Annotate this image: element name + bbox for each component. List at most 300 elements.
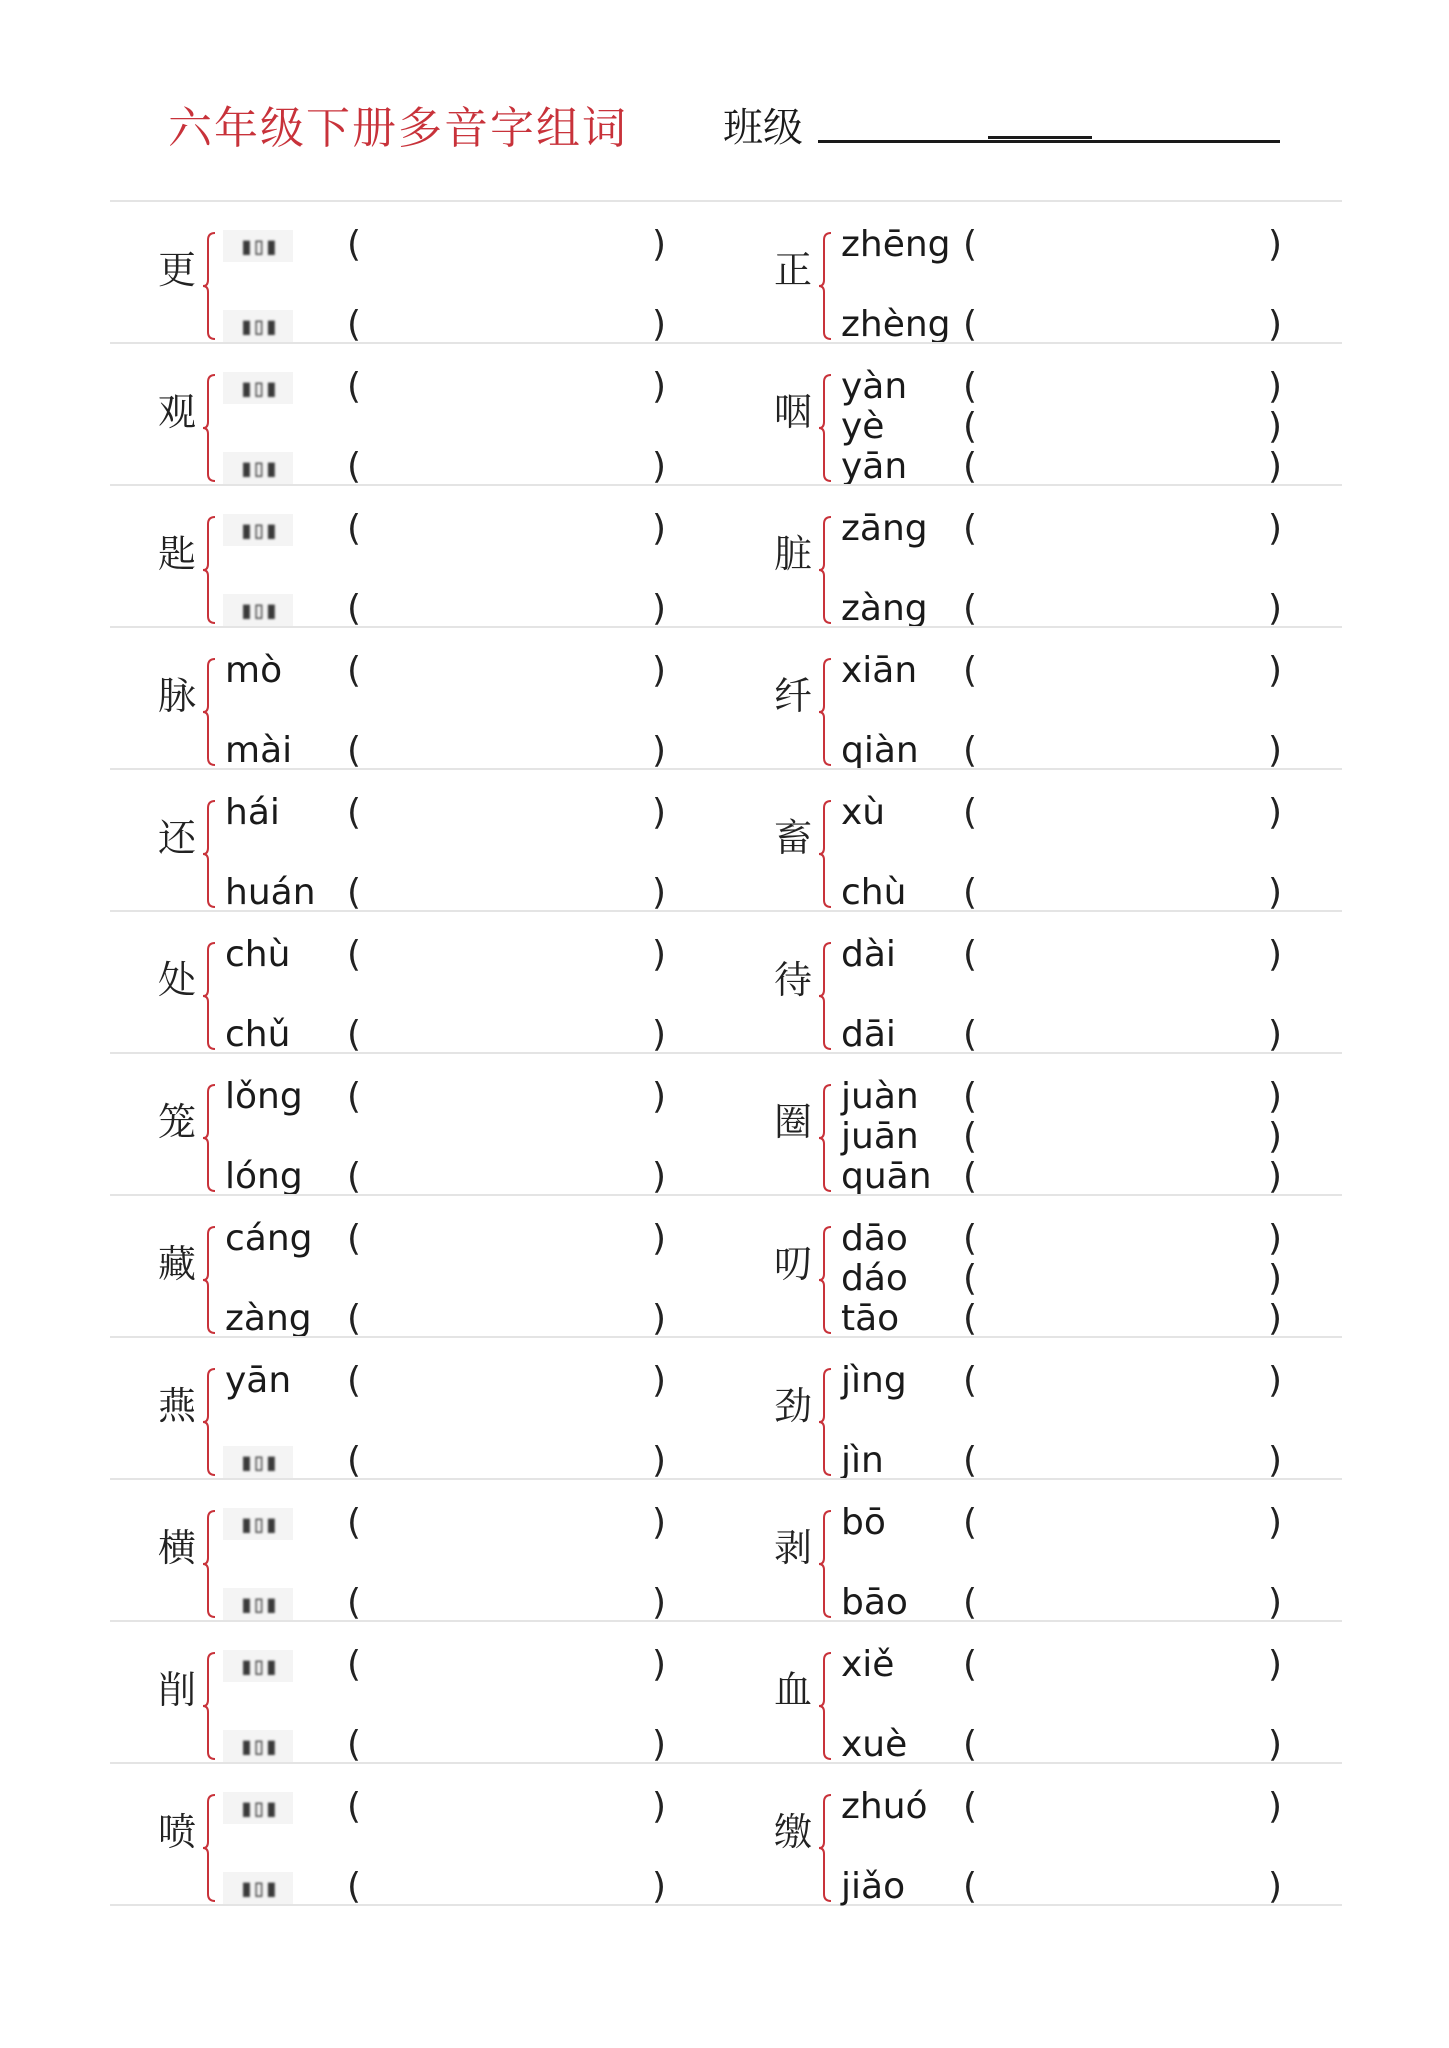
brace-bracket	[202, 516, 218, 624]
answer-paren-open: (	[963, 406, 978, 447]
class-label: 班级	[723, 105, 803, 151]
entry-left	[110, 1338, 730, 1481]
brace-bracket	[202, 1226, 218, 1334]
pinyin-reading: chǔ	[225, 1014, 291, 1055]
answer-paren-open: (	[347, 1866, 362, 1907]
answer-paren-open: (	[347, 1298, 362, 1339]
entry-left	[110, 1480, 730, 1623]
answer-paren-close: )	[1268, 366, 1283, 407]
pinyin-reading: bō	[841, 1502, 886, 1543]
answer-paren-close: )	[1268, 406, 1283, 447]
pinyin-reading: juān	[841, 1116, 919, 1157]
answer-paren-open: (	[347, 446, 362, 487]
pinyin-reading: lǒng	[225, 1076, 303, 1117]
answer-paren-open: (	[963, 1440, 978, 1481]
entry-left	[110, 344, 730, 487]
answer-paren-close: )	[1268, 1258, 1283, 1299]
brace-shape	[202, 1084, 218, 1192]
brace-bracket	[818, 1652, 834, 1760]
brace-shape	[818, 1510, 834, 1618]
pinyin-reading: zàng	[841, 588, 928, 629]
answer-paren-close: )	[652, 1360, 667, 1401]
pinyin-reading: xù	[841, 792, 886, 833]
brace-shape	[818, 1794, 834, 1902]
entry-left	[110, 1764, 730, 1907]
pinyin-reading: jìng	[841, 1360, 907, 1401]
polyphone-char: 喷	[158, 1810, 197, 1854]
brace-bracket	[202, 1794, 218, 1902]
pinyin-reading: xuè	[841, 1724, 908, 1765]
answer-paren-close: )	[652, 1582, 667, 1623]
answer-paren-close: )	[652, 1502, 667, 1543]
answer-paren-close: )	[652, 1866, 667, 1907]
brace-bracket	[202, 1084, 218, 1192]
brace-bracket	[818, 1794, 834, 1902]
entry-left	[110, 1196, 730, 1339]
polyphone-table	[110, 200, 1342, 1906]
pinyin-reading: mò	[225, 650, 283, 691]
pinyin-reading: dáo	[841, 1258, 908, 1299]
brace-bracket	[202, 232, 218, 340]
blurred-pinyin	[223, 452, 293, 484]
answer-paren-open: (	[963, 1360, 978, 1401]
answer-paren-close: )	[652, 934, 667, 975]
blurred-pinyin	[223, 1446, 293, 1478]
pinyin-reading: bāo	[841, 1582, 908, 1623]
answer-paren-open: (	[963, 588, 978, 629]
brace-shape	[818, 516, 834, 624]
brace-path	[819, 1511, 831, 1617]
worksheet-row	[110, 1620, 1342, 1765]
pinyin-reading: xiě	[841, 1644, 895, 1685]
brace-bracket	[818, 658, 834, 766]
answer-paren-close: )	[1268, 1116, 1283, 1157]
entry-left	[110, 1054, 730, 1197]
brace-path	[203, 1369, 215, 1475]
pinyin-reading: xiān	[841, 650, 918, 691]
brace-shape	[202, 942, 218, 1050]
brace-path	[203, 1227, 215, 1333]
worksheet-row	[110, 342, 1342, 487]
answer-paren-close: )	[1268, 1786, 1283, 1827]
blurred-pinyin-glyph: ▮▯▮	[239, 1874, 277, 1902]
answer-paren-close: )	[652, 224, 667, 265]
pinyin-reading: yān	[841, 446, 908, 487]
worksheet-row	[110, 626, 1342, 771]
answer-paren-open: (	[347, 508, 362, 549]
polyphone-char: 藏	[158, 1242, 197, 1286]
polyphone-char: 血	[774, 1668, 813, 1712]
worksheet-row	[110, 1336, 1342, 1481]
answer-paren-open: (	[963, 1644, 978, 1685]
brace-shape	[818, 658, 834, 766]
pinyin-reading: zhēng	[841, 224, 951, 265]
answer-paren-open: (	[963, 650, 978, 691]
brace-path	[203, 801, 215, 907]
blurred-pinyin	[223, 1792, 293, 1824]
pinyin-reading: jìn	[841, 1440, 884, 1481]
brace-bracket	[818, 516, 834, 624]
entry-right	[726, 344, 1346, 487]
polyphone-char: 剥	[774, 1526, 813, 1570]
blurred-pinyin	[223, 372, 293, 404]
worksheet-row	[110, 1194, 1342, 1339]
answer-paren-open: (	[963, 1218, 978, 1259]
answer-paren-close: )	[652, 1298, 667, 1339]
brace-path	[203, 1795, 215, 1901]
brace-path	[819, 659, 831, 765]
entry-right	[726, 1196, 1346, 1339]
worksheet-row	[110, 910, 1342, 1055]
answer-paren-open: (	[963, 224, 978, 265]
brace-bracket	[202, 1368, 218, 1476]
worksheet-row	[110, 200, 1342, 345]
answer-paren-close: )	[1268, 508, 1283, 549]
entry-left	[110, 912, 730, 1055]
answer-paren-close: )	[1268, 1014, 1283, 1055]
answer-paren-close: )	[652, 1786, 667, 1827]
polyphone-char: 缴	[774, 1810, 813, 1854]
brace-shape	[202, 1794, 218, 1902]
brace-path	[819, 1369, 831, 1475]
answer-paren-close: )	[1268, 588, 1283, 629]
entry-right	[726, 628, 1346, 771]
entry-right	[726, 202, 1346, 345]
entry-right	[726, 1480, 1346, 1623]
brace-path	[203, 375, 215, 481]
answer-paren-open: (	[347, 650, 362, 691]
blurred-pinyin	[223, 514, 293, 546]
polyphone-char: 还	[158, 816, 197, 860]
worksheet-row	[110, 484, 1342, 629]
answer-paren-open: (	[963, 1582, 978, 1623]
answer-paren-open: (	[347, 872, 362, 913]
brace-path	[203, 1653, 215, 1759]
class-name-blank[interactable]	[818, 140, 1280, 143]
answer-paren-open: (	[347, 1076, 362, 1117]
polyphone-char: 燕	[158, 1384, 197, 1428]
pinyin-reading: tāo	[841, 1298, 900, 1339]
brace-path	[203, 1085, 215, 1191]
entry-right	[726, 1764, 1346, 1907]
entry-left	[110, 770, 730, 913]
blurred-pinyin-glyph: ▮▯▮	[239, 1448, 277, 1476]
pinyin-reading: lóng	[225, 1156, 303, 1197]
answer-paren-open: (	[347, 1360, 362, 1401]
entry-right	[726, 1338, 1346, 1481]
answer-paren-close: )	[1268, 872, 1283, 913]
brace-path	[819, 801, 831, 907]
answer-paren-open: (	[347, 1644, 362, 1685]
brace-shape	[202, 1368, 218, 1476]
brace-path	[819, 1227, 831, 1333]
worksheet-row	[110, 1478, 1342, 1623]
answer-paren-close: )	[1268, 792, 1283, 833]
blurred-pinyin	[223, 1588, 293, 1620]
blurred-pinyin	[223, 230, 293, 262]
pinyin-reading: cáng	[225, 1218, 313, 1259]
blurred-pinyin	[223, 1508, 293, 1540]
brace-bracket	[202, 374, 218, 482]
pinyin-reading: dāi	[841, 1014, 896, 1055]
class-line-mark	[988, 136, 1092, 139]
brace-path	[819, 233, 831, 339]
entry-right	[726, 770, 1346, 913]
pinyin-reading: zàng	[225, 1298, 312, 1339]
answer-paren-open: (	[347, 792, 362, 833]
answer-paren-close: )	[1268, 1502, 1283, 1543]
blurred-pinyin-glyph: ▮▯▮	[239, 1510, 277, 1538]
brace-bracket	[818, 1226, 834, 1334]
answer-paren-close: )	[652, 1724, 667, 1765]
brace-path	[203, 517, 215, 623]
brace-shape	[818, 374, 834, 482]
answer-paren-close: )	[652, 792, 667, 833]
answer-paren-close: )	[1268, 1076, 1283, 1117]
answer-paren-open: (	[963, 1502, 978, 1543]
answer-paren-close: )	[652, 366, 667, 407]
brace-path	[819, 375, 831, 481]
answer-paren-close: )	[652, 1218, 667, 1259]
pinyin-reading: qiàn	[841, 730, 919, 771]
brace-shape	[818, 232, 834, 340]
answer-paren-open: (	[347, 1156, 362, 1197]
answer-paren-open: (	[963, 304, 978, 345]
answer-paren-close: )	[652, 304, 667, 345]
answer-paren-open: (	[963, 1156, 978, 1197]
blurred-pinyin-glyph: ▮▯▮	[239, 374, 277, 402]
answer-paren-open: (	[963, 1786, 978, 1827]
answer-paren-close: )	[1268, 934, 1283, 975]
pinyin-reading: yè	[841, 406, 885, 447]
polyphone-char: 削	[158, 1668, 197, 1712]
answer-paren-close: )	[1268, 224, 1283, 265]
brace-bracket	[818, 374, 834, 482]
blurred-pinyin	[223, 1872, 293, 1904]
blurred-pinyin-glyph: ▮▯▮	[239, 454, 277, 482]
answer-paren-open: (	[963, 1724, 978, 1765]
pinyin-reading: juàn	[841, 1076, 919, 1117]
brace-shape	[202, 658, 218, 766]
brace-shape	[818, 1652, 834, 1760]
brace-bracket	[202, 942, 218, 1050]
answer-paren-close: )	[652, 1076, 667, 1117]
polyphone-char: 待	[774, 958, 813, 1002]
worksheet-row	[110, 1762, 1342, 1906]
answer-paren-open: (	[963, 1014, 978, 1055]
polyphone-char: 圈	[774, 1100, 813, 1144]
entry-left	[110, 628, 730, 771]
entry-left	[110, 486, 730, 629]
entry-right	[726, 486, 1346, 629]
answer-paren-close: )	[1268, 1440, 1283, 1481]
brace-bracket	[818, 232, 834, 340]
brace-bracket	[818, 942, 834, 1050]
entry-left	[110, 202, 730, 345]
answer-paren-open: (	[963, 1076, 978, 1117]
answer-paren-open: (	[963, 1298, 978, 1339]
answer-paren-close: )	[652, 1156, 667, 1197]
answer-paren-open: (	[963, 792, 978, 833]
brace-shape	[818, 1226, 834, 1334]
answer-paren-close: )	[1268, 650, 1283, 691]
brace-shape	[818, 1368, 834, 1476]
polyphone-char: 脉	[158, 674, 197, 718]
pinyin-reading: zhuó	[841, 1786, 928, 1827]
answer-paren-open: (	[347, 304, 362, 345]
answer-paren-open: (	[347, 1502, 362, 1543]
brace-bracket	[202, 1652, 218, 1760]
polyphone-char: 更	[158, 248, 197, 292]
brace-shape	[818, 1084, 834, 1192]
answer-paren-close: )	[652, 1644, 667, 1685]
answer-paren-open: (	[963, 934, 978, 975]
brace-bracket	[818, 1368, 834, 1476]
answer-paren-open: (	[347, 366, 362, 407]
answer-paren-open: (	[963, 446, 978, 487]
blurred-pinyin-glyph: ▮▯▮	[239, 232, 277, 260]
answer-paren-close: )	[652, 1440, 667, 1481]
blurred-pinyin	[223, 594, 293, 626]
brace-path	[203, 943, 215, 1049]
answer-paren-close: )	[652, 872, 667, 913]
brace-shape	[818, 942, 834, 1050]
brace-path	[819, 1085, 831, 1191]
answer-paren-open: (	[347, 1724, 362, 1765]
pinyin-reading: hái	[225, 792, 280, 833]
blurred-pinyin-glyph: ▮▯▮	[239, 312, 277, 340]
answer-paren-close: )	[1268, 304, 1283, 345]
pinyin-reading: yān	[225, 1360, 292, 1401]
brace-bracket	[818, 800, 834, 908]
answer-paren-close: )	[1268, 446, 1283, 487]
brace-path	[203, 233, 215, 339]
entry-right	[726, 1054, 1346, 1197]
brace-shape	[202, 516, 218, 624]
pinyin-reading: chù	[225, 934, 291, 975]
answer-paren-open: (	[963, 508, 978, 549]
brace-bracket	[202, 658, 218, 766]
brace-bracket	[202, 1510, 218, 1618]
answer-paren-open: (	[347, 1218, 362, 1259]
polyphone-char: 正	[774, 248, 813, 292]
brace-path	[819, 1653, 831, 1759]
pinyin-reading: huán	[225, 872, 316, 913]
answer-paren-close: )	[1268, 1156, 1283, 1197]
brace-shape	[202, 1226, 218, 1334]
answer-paren-close: )	[1268, 730, 1283, 771]
pinyin-reading: zhèng	[841, 304, 951, 345]
answer-paren-close: )	[652, 1014, 667, 1055]
worksheet-title: 六年级下册多音字组词	[168, 103, 628, 154]
brace-shape	[202, 232, 218, 340]
answer-paren-open: (	[347, 1014, 362, 1055]
pinyin-reading: zāng	[841, 508, 928, 549]
pinyin-reading: quān	[841, 1156, 932, 1197]
blurred-pinyin-glyph: ▮▯▮	[239, 516, 277, 544]
answer-paren-close: )	[1268, 1298, 1283, 1339]
answer-paren-open: (	[347, 730, 362, 771]
answer-paren-close: )	[652, 588, 667, 629]
entry-right	[726, 1622, 1346, 1765]
answer-paren-close: )	[652, 446, 667, 487]
brace-path	[203, 1511, 215, 1617]
answer-paren-open: (	[963, 1866, 978, 1907]
brace-shape	[202, 800, 218, 908]
blurred-pinyin-glyph: ▮▯▮	[239, 1732, 277, 1760]
answer-paren-open: (	[347, 1440, 362, 1481]
polyphone-char: 纤	[774, 674, 813, 718]
polyphone-char: 横	[158, 1526, 197, 1570]
answer-paren-open: (	[963, 1116, 978, 1157]
answer-paren-open: (	[963, 1258, 978, 1299]
polyphone-char: 观	[158, 390, 197, 434]
polyphone-char: 脏	[774, 532, 813, 576]
brace-shape	[202, 1652, 218, 1760]
answer-paren-open: (	[963, 872, 978, 913]
worksheet-row	[110, 768, 1342, 913]
brace-path	[819, 517, 831, 623]
answer-paren-close: )	[1268, 1724, 1283, 1765]
answer-paren-open: (	[347, 1582, 362, 1623]
answer-paren-close: )	[1268, 1360, 1283, 1401]
answer-paren-close: )	[1268, 1582, 1283, 1623]
brace-path	[819, 943, 831, 1049]
worksheet-row	[110, 1052, 1342, 1197]
polyphone-char: 处	[158, 958, 197, 1002]
polyphone-char: 畜	[774, 816, 813, 860]
brace-shape	[818, 800, 834, 908]
brace-bracket	[202, 800, 218, 908]
entry-left	[110, 1622, 730, 1765]
pinyin-reading: dāo	[841, 1218, 908, 1259]
pinyin-reading: mài	[225, 730, 293, 771]
polyphone-char: 笼	[158, 1100, 197, 1144]
answer-paren-close: )	[652, 650, 667, 691]
blurred-pinyin-glyph: ▮▯▮	[239, 1794, 277, 1822]
brace-shape	[202, 374, 218, 482]
answer-paren-open: (	[347, 1786, 362, 1827]
blurred-pinyin	[223, 310, 293, 342]
polyphone-char: 咽	[774, 390, 813, 434]
answer-paren-open: (	[347, 934, 362, 975]
answer-paren-open: (	[963, 366, 978, 407]
entry-right	[726, 912, 1346, 1055]
blurred-pinyin-glyph: ▮▯▮	[239, 1590, 277, 1618]
brace-shape	[202, 1510, 218, 1618]
blurred-pinyin-glyph: ▮▯▮	[239, 596, 277, 624]
answer-paren-close: )	[1268, 1218, 1283, 1259]
pinyin-reading: chù	[841, 872, 907, 913]
blurred-pinyin	[223, 1650, 293, 1682]
pinyin-reading: yàn	[841, 366, 908, 407]
pinyin-reading: jiǎo	[841, 1866, 906, 1907]
brace-path	[203, 659, 215, 765]
answer-paren-open: (	[963, 730, 978, 771]
brace-bracket	[818, 1084, 834, 1192]
answer-paren-close: )	[1268, 1866, 1283, 1907]
answer-paren-close: )	[652, 730, 667, 771]
answer-paren-open: (	[347, 588, 362, 629]
blurred-pinyin-glyph: ▮▯▮	[239, 1652, 277, 1680]
brace-path	[819, 1795, 831, 1901]
brace-bracket	[818, 1510, 834, 1618]
polyphone-char: 匙	[158, 532, 197, 576]
polyphone-char: 劲	[774, 1384, 813, 1428]
pinyin-reading: dài	[841, 934, 896, 975]
answer-paren-open: (	[347, 224, 362, 265]
polyphone-char: 叨	[774, 1242, 813, 1286]
